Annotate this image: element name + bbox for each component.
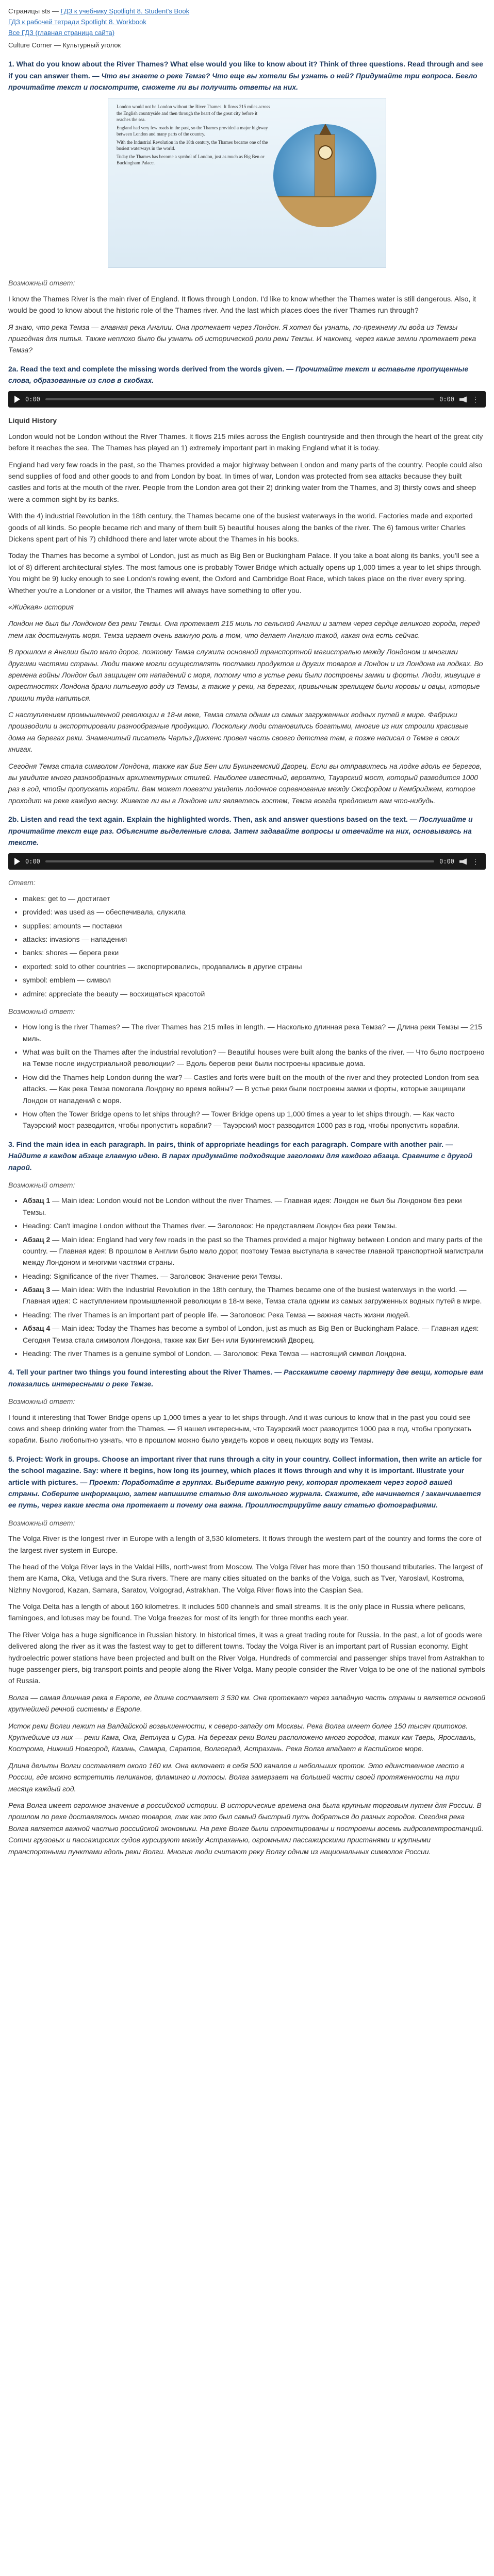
answer-label: Возможный ответ:: [8, 279, 75, 287]
task2a-title: [8, 363, 486, 386]
audio-duration: 0:00: [439, 395, 454, 403]
task4-answer: I found it interesting that Tower Bridge opens up 1,000 times a year to let ships through. And it was curious to know that in the past you could see cows and sheep drinking water from the Thames. — Я нашел интересным, что Тауэрский мост разводится 1000 раз в год, чтобы пропускать корабли. Было любопытно узнать, что в прошлом можно было увидеть коров и овец пьющих воду из Темзы.: [8, 1413, 471, 1445]
paragraph-value: — Main idea: England had very few roads in the past so the Thames provided a major highway between London and many parts of the country. — Главная идея: В прошлом в Англии было мало дорог, поэтому Темза выступала в качестве главной транспортной магистрали между Лондоном и многими частями страны.: [23, 1235, 484, 1267]
paragraph-headings-list: [8, 1195, 486, 1359]
qa-list: [8, 1021, 486, 1131]
paragraph-value: Heading: The river Thames is an important part of people life. — Заголовок: Река Темза — важная часть жизни людей.: [23, 1310, 410, 1319]
list-item: [23, 1270, 486, 1282]
project-paragraph: The head of the Volga River lays in the Valdai Hills, north-west from Moscow. The Volga River has more than 150 thousand tributaries. The largest of them are Kama, Oka, Vetluga and the Sura rivers. There are many cities situated on the banks of the Volga, such as Tver, Yaroslavl, Kostroma, Nizhny Novgorod, Kazan, Samara, Saratov, Volgograd, Astrakhan. The Volga River flows into the Caspian Sea.: [8, 1562, 483, 1594]
project-paragraph: The River Volga has a huge significance in Russian history. In historical times, it was a great trading route for Russia. In the past, a lot of goods were delivered along the river as it was the fastest way to get to different towns. Today the Volga River is an important part of Russian economy. Eight hydroelectric power stations have been projected and built on the River Volga. Hundreds of commercial and passenger ships travel from Astrakhan to huge passenger piers, big transport points and people along the River Volga. Many people consider the River Volga to be one of the national symbols of Russia.: [8, 1630, 485, 1685]
task4-title-en: 4. Tell your partner two things you found interesting about the River Thames.: [8, 1368, 273, 1377]
list-item: • What was built on the Thames after the industrial revolution? — Beautiful houses were built along the banks of the river. — Что было построено на Темзе после индустриальной революции? — Вдоль берегов реки были построены красивые дома.: [23, 1046, 486, 1070]
list-item: • banks: shores — берега реки: [23, 947, 486, 958]
paragraph-value: Heading: Can't imagine London without the Thames river. — Заголовок: Не представляем Лондон без реки Темзы.: [23, 1222, 397, 1230]
project-translation: Река Волга имеет огромное значение в российской истории. В исторические времена она была крупным торговым путем для России. В прошлом по реке доставлялось много товаров, так как это был самый быстрый путь добраться до разных городов. Сегодня река Волга является важной частью российской экономики. На реке Волге были спроектированы и построены восемь гидроэлектростанций. Сотни грузовых и пассажирских судов курсируют между Астраханью, огромными пассажирскими пристанями и крупными транспортными пунктами вдоль реки Волги. Многие люди считают реку Волгу одним из национальных символов России.: [8, 1801, 484, 1856]
illustration-text: [117, 104, 271, 168]
audio-progress-bar[interactable]: [45, 860, 434, 862]
audio-current-time: 0:00: [25, 857, 40, 865]
task2b-title-ru: — Послушайте и прочитайте текст еще раз. Объясните выделенные слова. Затем задавайте вопросы и отвечайте на них, основываясь на тексте.: [8, 815, 473, 846]
paragraph-key: Абзац 4: [23, 1324, 51, 1333]
text-paragraph: Today the Thames has become a symbol of London, just as much as Big Ben or Buckingham Palace. If you take a boat along its banks, you'll see a lot of 8) different architectural styles. The most famous one is probably Tower Bridge which actually opens up 1,000 times a year to let ships through. You might be 9) lucky enough to see London's rowing event, the Oxford and Cambridge Boat Race, which takes place on the river every spring. Whether you're a Londoner or a visitor, the Thames will always have something to offer you.: [8, 551, 482, 595]
paragraph-value: — Main idea: Today the Thames has become a symbol of London, just as much as Big Ben or Buckingham Palace. — Главная идея: Сегодня Темза стала символом Лондона, также как Биг Бен или Букингемский Дворец.: [23, 1324, 479, 1344]
audio-current-time: 0:00: [25, 395, 40, 403]
play-icon[interactable]: [14, 858, 20, 865]
pages-nav: [8, 6, 486, 38]
list-item: [23, 1284, 486, 1307]
text-paragraph: England had very few roads in the past, so the Thames provided a major highway between London and many parts of the country. People could also send supplies of food and other goods to and from London by boat. In times of war, London was protected from sea attacks because they built castles and forts at the mouth of the river. People from the London area got their 2) drinking water from the Thames, and 3) thirsty cows and sheep were a common sight by its banks.: [8, 460, 483, 503]
list-item: [23, 1195, 486, 1218]
list-item: • symbol: emblem — символ: [23, 974, 486, 986]
illustration-line: England had very few roads in the past, so the Thames provided a major highway between London and many parts of the country.: [117, 125, 268, 137]
illustration-line: London would not be London without the River Thames. It flows 215 miles across the English countryside and then through the heart of the great city before it reaches the sea.: [117, 104, 270, 122]
task3-title-ru: — Найдите в каждом абзаце главную идею. В парах придумайте подходящие заголовки для каждого абзаца. Сравните с другой парой.: [8, 1140, 473, 1172]
breadcrumb: Culture Corner — Культурный уголок: [8, 41, 121, 49]
paragraph-key: Абзац 2: [23, 1235, 51, 1244]
list-item: • How long is the river Thames? — The river Thames has 215 miles in length. — Насколько длинная река Темза? — Длина реки Темзы — 215 миль.: [23, 1021, 486, 1044]
translation-paragraph: С наступлением промышленной революции в 18-м веке, Темза стала одним из самых загруженных водных путей в мире. Фабрики производили и экспортировали разнообразные продукцию. Поскольку люди становились богатыми, многие из них строили красивые дома на берегах реки. Знаменитый писатель Чарльз Диккенс провел часть своего детства там, а позже написал о Темзе в своих книгах.: [8, 710, 469, 754]
audio-progress-bar[interactable]: [45, 398, 434, 400]
link-all-gdz[interactable]: Все ГДЗ (главная страница сайта): [8, 28, 115, 37]
task2a-title-ru: — Прочитайте текст и вставьте пропущенные слова, образованные из слов в скобках.: [8, 364, 469, 385]
list-item: • provided: was used as — обеспечивала, служила: [23, 906, 486, 918]
list-item: [23, 1220, 486, 1231]
paragraph-value: Heading: The river Thames is a genuine symbol of London. — Заголовок: Река Темза — настоящий символ Лондона.: [23, 1349, 407, 1358]
translation-paragraph: Лондон не был бы Лондоном без реки Темзы. Она протекает 215 миль по сельской Англии и затем через сердце великого города, перед тем как достигнуть моря. Темза играет очень важную роль в том, что делает Англию такой, какая она есть сейчас.: [8, 619, 480, 639]
answer-label: Возможный ответ:: [8, 1007, 75, 1015]
more-options-icon[interactable]: ⋮: [472, 857, 480, 866]
list-item: [23, 1348, 486, 1359]
project-translation: Длина дельты Волги составляет около 160 км. Она включает в себя 500 каналов и небольших проток. Это единственное место в России, где можно встретить пеликанов, фламинго и лотосы. Волга замерзает на большей части своей протяженности на три месяца каждый год.: [8, 1761, 465, 1793]
translation-paragraph: Сегодня Темза стала символом Лондона, также как Биг Бен или Букингемский Дворец. Если вы отправитесь на лодке вдоль ее берегов, вы увидите много разнообразных архитектурных стилей. Наиболее известный, вероятно, Тауэрский мост, который разводится 1000 раз в год, чтобы пропускать корабли. Вам может повезти увидеть лодочное соревнование между Оксфордом и Кембриджем, которое проходит на реке каждую весну. Живете ли вы в Лондоне или являетесь гостем, Темза всегда предложит вам что-нибудь.: [8, 761, 482, 805]
task2b-title-en: 2b. Listen and read the text again. Explain the highlighted words. Then, ask and answer questions based on the text.: [8, 815, 408, 824]
list-item: • How often the Tower Bridge opens to let ships through? — Tower Bridge opens up 1,000 times a year to let ships through. — Как часто Тауэрский мост разводится, чтобы пропустить корабли? — Тауэрский мост разводится 1000 раз в год, чтобы пропустить корабли.: [23, 1108, 486, 1131]
task1-title: [8, 58, 486, 93]
task3-title-en: 3. Find the main idea in each paragraph. In pairs, think of appropriate headings for each paragraph. Compare with another pair.: [8, 1140, 444, 1148]
illustration-line: Today the Thames has become a symbol of London, just as much as Big Ben or Buckingham Palace.: [117, 154, 265, 166]
task1-answer-en: I know the Thames River is the main river of England. It flows through London. I'd like to know whether the Thames water is still dangerous. Also, it would be good to know about the historic role of the Thames river. And the last which places does the river Thames run through?: [8, 294, 476, 315]
translation-heading: «Жидкая» история: [8, 602, 74, 611]
list-item: [23, 1323, 486, 1346]
paragraph-value: Heading: Significance of the river Thames. — Заголовок: Значение реки Темзы.: [23, 1272, 283, 1280]
task3-title: [8, 1139, 486, 1173]
project-paragraph: The Volga River is the longest river in Europe with a length of 3,530 kilometers. It flows through the western part of the country and forms the core of the largest river system in Europe.: [8, 1534, 482, 1554]
list-item: • admire: appreciate the beauty — восхищаться красотой: [23, 988, 486, 999]
paragraph-value: — Main idea: With the Industrial Revolution in the 18th century, the Thames became one of the busiest waterways in the world. — Главная идея: С наступлением промышленной революции в 18-м веке, Темза стала одним из самых загруженных водных путей в мире.: [23, 1285, 482, 1306]
project-translation: Исток реки Волги лежит на Валдайской возвышенности, к северо-западу от Москвы. Река Волга имеет более 150 тысяч притоков. Крупнейшие из них — реки Кама, Ока, Ветлуга и Сура. На берегах реки Волги расположено много городов, таких как Тверь, Ярославль, Кострома, Нижний Новгород, Казань, Самара, Саратов, Волгоград, Астрахань. Река Волга впадает в Каспийское море.: [8, 1721, 476, 1753]
vocabulary-list: [8, 893, 486, 999]
list-item: • How did the Thames help London during the war? — Castles and forts were built on the mouth of the river and they protected London from sea attacks. — Как река Темза помогала Лондону во время войны? — В устье реки были построены замки и форты, которые защищали Лондон от нападений с моря.: [23, 1072, 486, 1106]
audio-player: [8, 391, 486, 408]
audio-player: [8, 853, 486, 870]
task5-title-ru: — Проект: Поработайте в группах. Выберите важную реку, которая протекает через город вашей страны. Соберите информацию, затем напишите статью для школьного журнала. Скажите, где начинается / заканчивается ее путь, через какие места она протекает и почему она важна. Проиллюстрируйте вашу статью фотографиями.: [8, 1478, 481, 1510]
volume-icon[interactable]: [459, 858, 467, 865]
text-heading: Liquid History: [8, 416, 57, 425]
task1-title-ru: — Что вы знаете о реке Темзе? Что еще вы хотели бы узнать о ней? Придумайте три вопроса. Бегло прочитайте текст и посмотрите, сможете ли вы получить ответы на них.: [8, 71, 477, 91]
list-item: • supplies: amounts — поставки: [23, 920, 486, 931]
text-paragraph: With the 4) industrial Revolution in the 18th century, the Thames became one of the busiest waterways in the world. Factories made and exported goods of all kinds. So people became rich and many of them built 5) beautiful houses along the banks of the river. The 6) famous writer Charles Dickens spent part of his 7) childhood there and later wrote about the Thames in his books.: [8, 512, 473, 543]
task5-title-en: 5. Project: Work in groups. Choose an important river that runs through a city in your country. Collect information, then write an article for the school magazine. Say: where it begins, how long its journey, which places it flows through and why it is important. Illustrate your article with pictures.: [8, 1454, 482, 1486]
paragraph-key: Абзац 1: [23, 1196, 51, 1205]
task2a-title-en: 2a. Read the text and complete the missing words derived from the words given.: [8, 364, 285, 373]
answer-label: Возможный ответ:: [8, 1180, 75, 1189]
paragraph-value: — Main idea: London would not be London without the river Thames. — Главная идея: Лондон не был бы Лондоном без реки Темзы.: [23, 1196, 462, 1216]
task1-answer-ru: Я знаю, что река Темза — главная река Англии. Она протекает через Лондон. Я хотел бы узнать, по-прежнему ли вода из Темзы пригодная для питья. Также неплохо было бы узнать об исторической роли реки Темзы. И наконец, через какие земли протекает река Темза?: [8, 323, 476, 354]
textbook-illustration: [108, 98, 386, 268]
list-item: • attacks: invasions — нападения: [23, 934, 486, 945]
clock-icon: [318, 145, 333, 160]
volume-icon[interactable]: [459, 396, 467, 402]
link-workbook[interactable]: ГДЗ к рабочей тетради Spotlight 8. Workbook: [8, 18, 146, 26]
project-translation: Волга — самая длинная река в Европе, ее длина составляет 3 530 км. Она протекает через западную часть страны и является основой крупнейшей речной системы в Европе.: [8, 1693, 486, 1714]
big-ben-photo: [273, 124, 376, 227]
answer-label: Ответ:: [8, 878, 36, 887]
link-students-book[interactable]: ГДЗ к учебнику Spotlight 8. Student's Book: [60, 7, 190, 15]
task2b-title: [8, 814, 486, 848]
pages-prefix: Страницы sts —: [8, 7, 61, 15]
task5-title: [8, 1453, 486, 1511]
list-item: • exported: sold to other countries — экспортировались, продавались в другие страны: [23, 961, 486, 972]
task1-title-en: 1. What do you know about the River Thames? What else would you like to know about it? Think of three questions. Read through and see if you can answer them.: [8, 60, 483, 80]
parliament-building-icon: [273, 196, 376, 227]
list-item: [23, 1234, 486, 1268]
play-icon[interactable]: [14, 396, 20, 403]
task4-title: [8, 1366, 486, 1389]
paragraph-key: Абзац 3: [23, 1285, 51, 1294]
audio-duration: 0:00: [439, 857, 454, 865]
answer-label: Возможный ответ:: [8, 1397, 75, 1406]
more-options-icon[interactable]: ⋮: [472, 395, 480, 404]
translation-paragraph: В прошлом в Англии было мало дорог, поэтому Темза служила основной транспортной магистралью между Лондоном и многими другими частями страны. Люди также могли осуществлять поставки продуктов и других товаров в Лондон и из Лондона на лодках. Во времена войны Лондон был защищен от нападений с моря, потому что в устье реки были построены замки и форты. Люди, живущие в окрестностях Лондона брали питьевую воду из Темзы, а также у реки, на берегах, привычным зрелищем были коровы и овцы, которые пришли туда напиться.: [8, 648, 483, 702]
task4-title-ru: — Расскажите своему партнеру две вещи, которые вам показались интересными о реке Темзе.: [8, 1368, 484, 1388]
list-item: • makes: get to — достигает: [23, 893, 486, 904]
list-item: [23, 1309, 486, 1320]
illustration-line: With the Industrial Revolution in the 18th century, the Thames became one of the busiest waterways in the world.: [117, 140, 268, 151]
project-paragraph: The Volga Delta has a length of about 160 kilometres. It includes 500 channels and small streams. It is the only place in Russia where pelicans, flamingoes, and lotuses may be found. The Volga freezes for most of its length for three months each year.: [8, 1602, 466, 1622]
answer-label: Возможный ответ:: [8, 1518, 75, 1527]
text-paragraph: London would not be London without the River Thames. It flows 215 miles across the English countryside and then through the heart of the great city before it reaches the sea. The Thames has played an 1) extremely important part in making England what it is today.: [8, 432, 483, 452]
